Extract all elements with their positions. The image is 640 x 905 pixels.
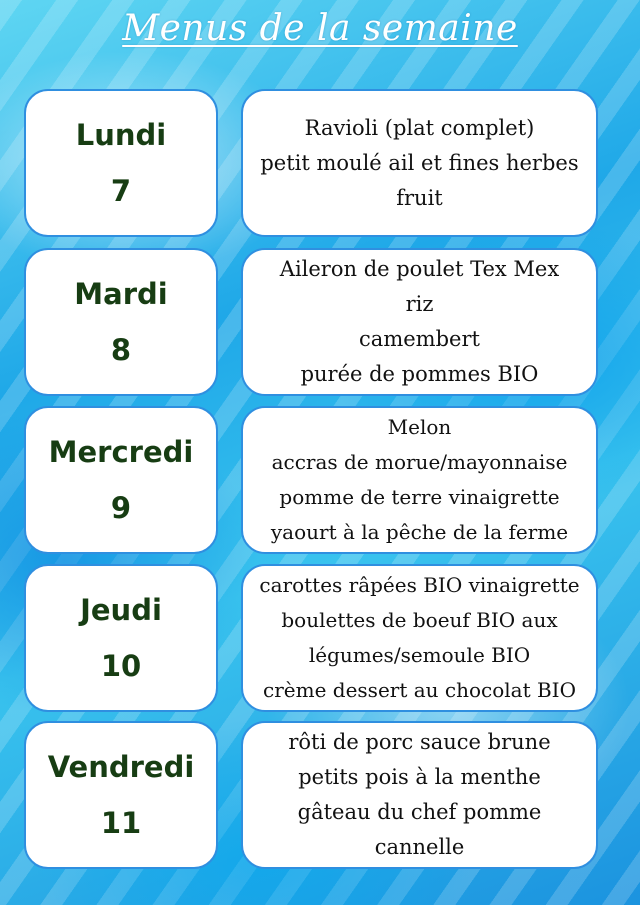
day-number: 10 xyxy=(100,649,142,683)
day-row-jeudi xyxy=(24,564,598,716)
menu-item: cannelle xyxy=(374,835,465,859)
menu-item: Aileron de poulet Tex Mex xyxy=(279,257,560,281)
day-number: 11 xyxy=(100,806,142,840)
menu-item: gâteau du chef pomme xyxy=(297,800,542,824)
menu-item: boulettes de boeuf BIO aux xyxy=(281,608,558,632)
menu-item: légumes/semoule BIO xyxy=(308,643,531,667)
day-row-mardi xyxy=(24,248,598,400)
day-number: 7 xyxy=(110,174,132,208)
menu-card xyxy=(241,89,598,237)
page-title: Menus de la semaine xyxy=(122,8,518,49)
menu-item: Melon xyxy=(387,415,452,439)
menu-item: pomme de terre vinaigrette xyxy=(279,485,560,509)
day-number: 9 xyxy=(110,491,132,525)
day-card xyxy=(24,406,218,554)
day-name: Mercredi xyxy=(48,435,194,469)
menu-item: purée de pommes BIO xyxy=(300,362,539,386)
menu-card xyxy=(241,248,598,396)
menu-item: Ravioli (plat complet) xyxy=(304,115,535,140)
menu-item: crème dessert au chocolat BIO xyxy=(263,678,576,702)
menu-item: rôti de porc sauce brune xyxy=(288,730,551,754)
menu-item: accras de morue/mayonnaise xyxy=(271,450,568,474)
day-number: 8 xyxy=(110,333,132,367)
day-name: Vendredi xyxy=(47,750,195,784)
menu-card xyxy=(241,721,598,869)
day-name: Mardi xyxy=(74,277,168,311)
day-row-vendredi xyxy=(24,721,598,873)
day-card xyxy=(24,564,218,712)
menu-item: riz xyxy=(405,292,434,316)
day-row-lundi xyxy=(24,89,598,241)
day-row-mercredi xyxy=(24,406,598,558)
day-card xyxy=(24,89,218,237)
menu-card xyxy=(241,406,598,554)
menu-item: carottes râpées BIO vinaigrette xyxy=(259,573,580,597)
menu-card xyxy=(241,564,598,712)
day-name: Jeudi xyxy=(80,593,162,627)
day-card xyxy=(24,248,218,396)
menu-item: petits pois à la menthe xyxy=(298,765,541,789)
menu-item: yaourt à la pêche de la ferme xyxy=(270,520,569,544)
menu-item: petit moulé ail et fines herbes xyxy=(260,150,579,175)
menu-item: camembert xyxy=(359,327,480,351)
day-name: Lundi xyxy=(75,118,167,152)
day-card xyxy=(24,721,218,869)
menu-item: fruit xyxy=(396,185,443,210)
